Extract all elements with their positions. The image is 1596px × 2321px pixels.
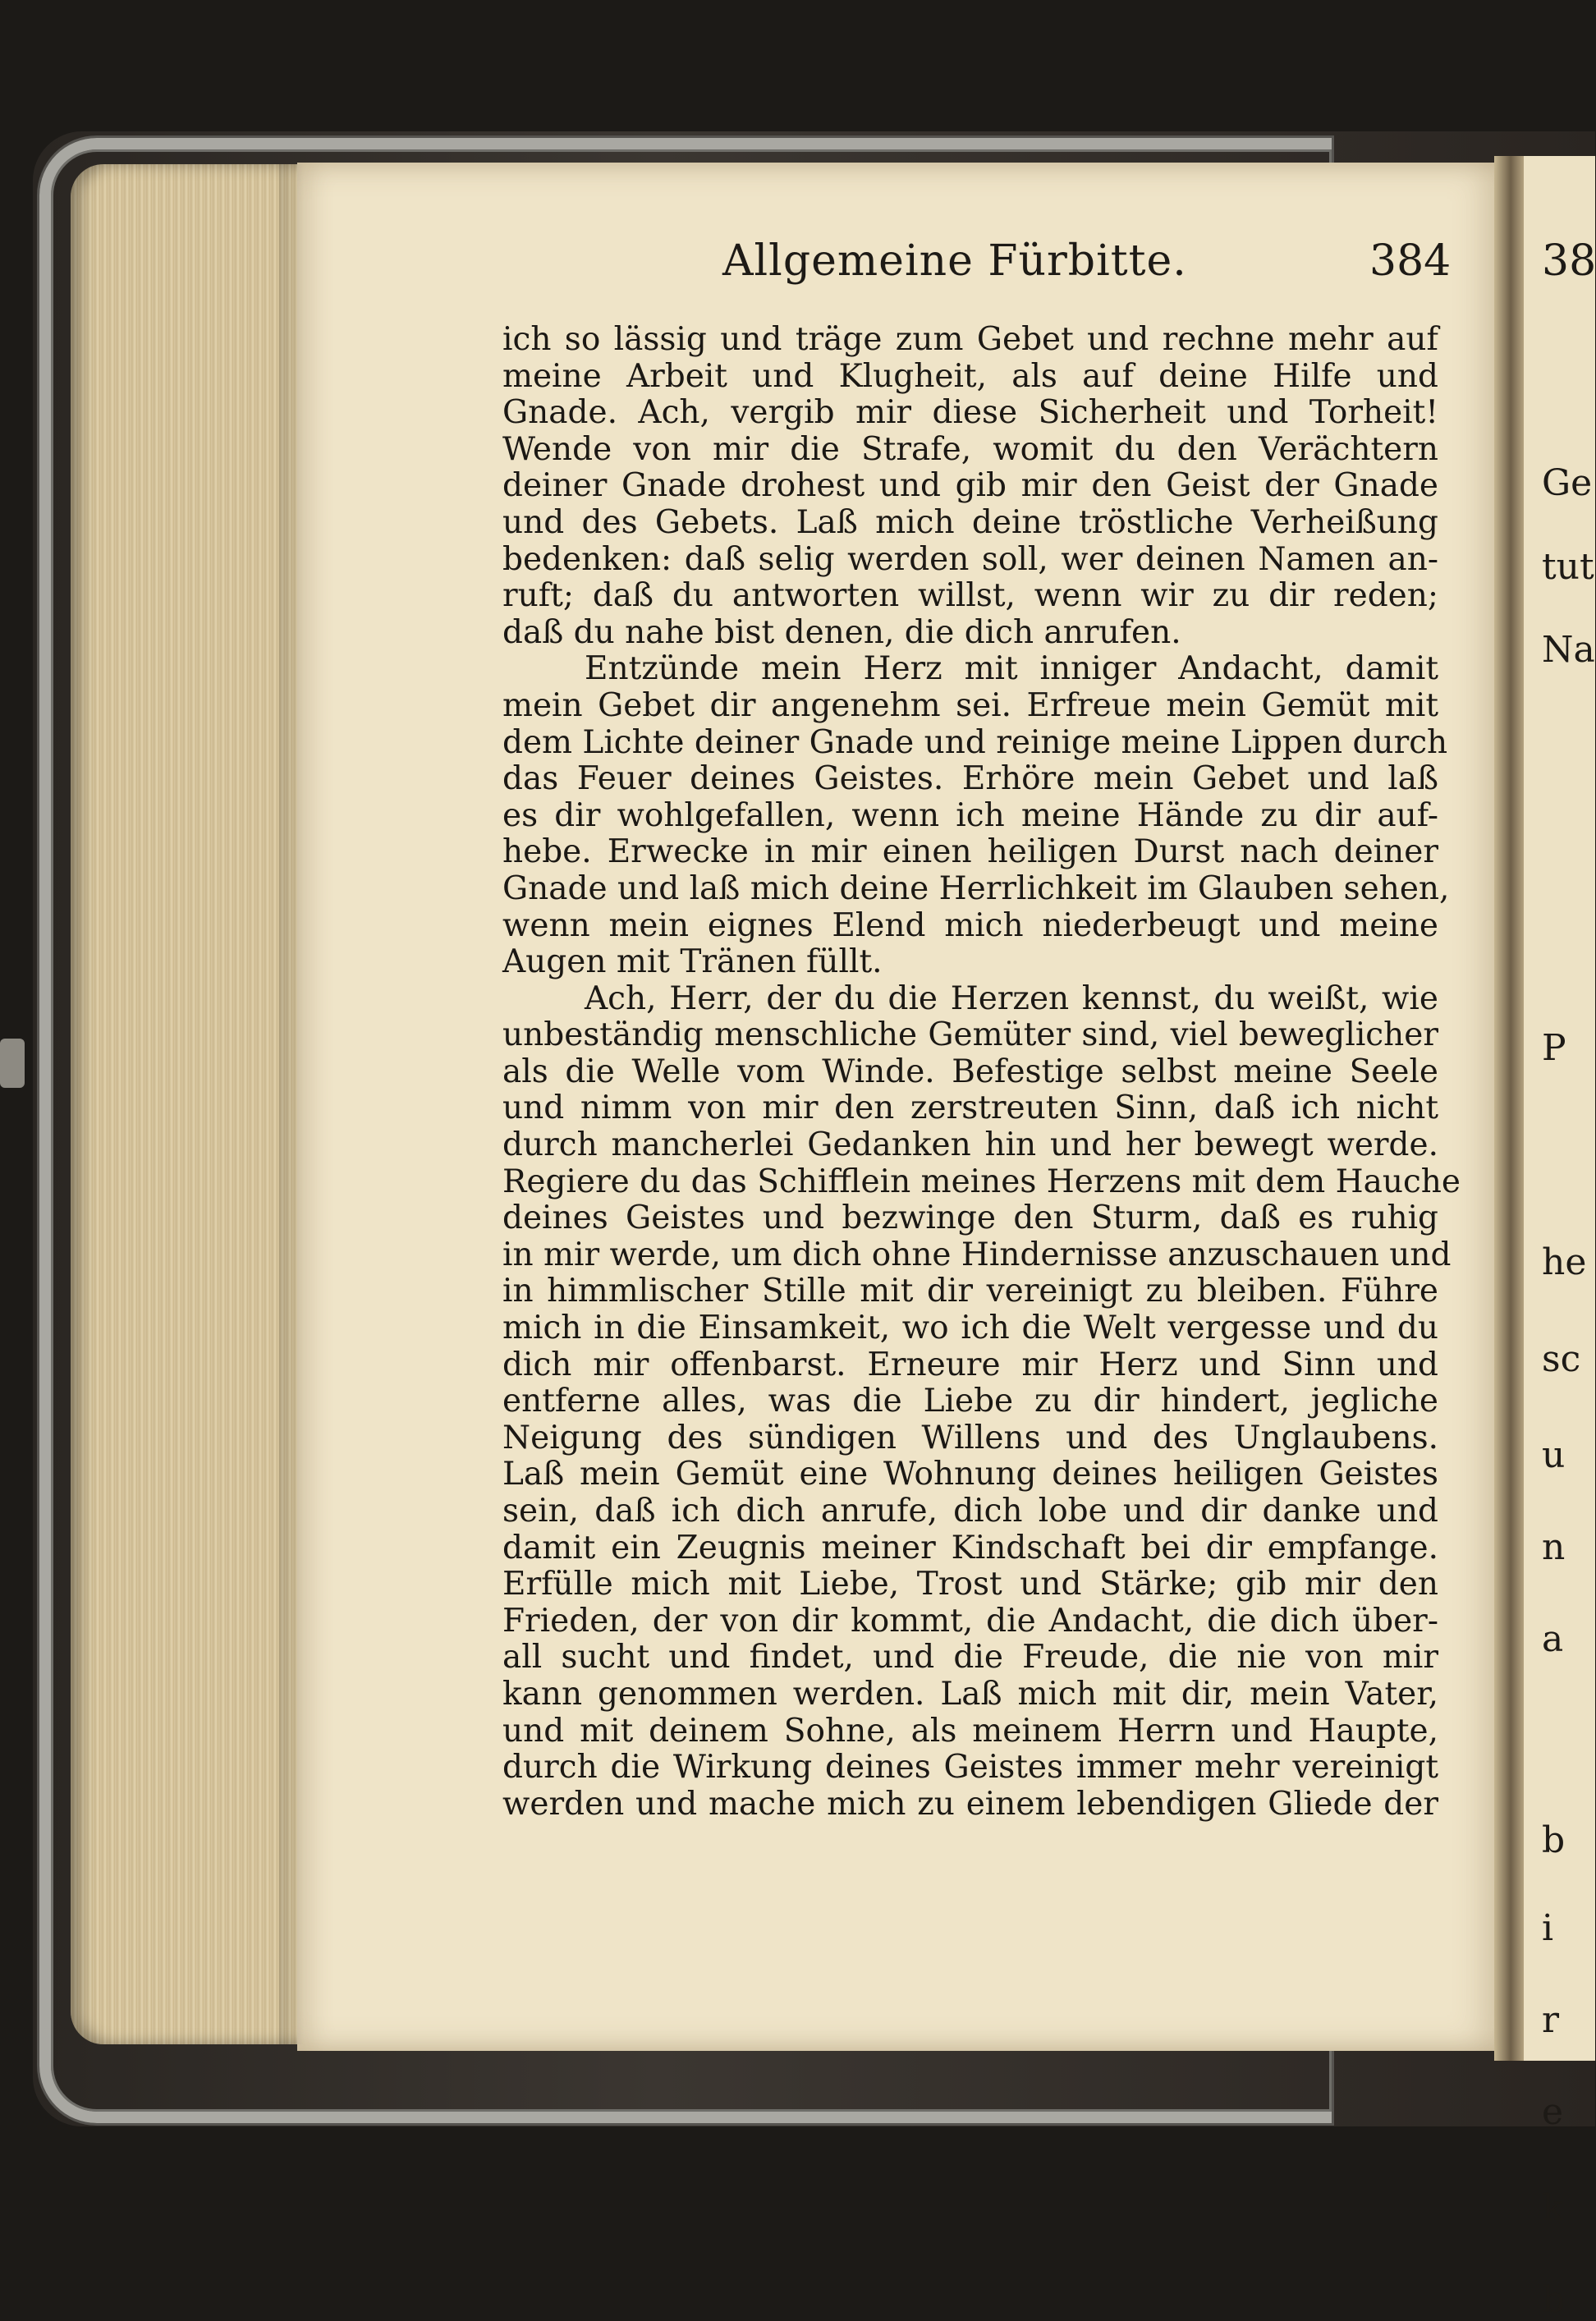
text-line: und mit deinem Sohne, als meinem Herrn und Haupte, [502,1712,1438,1750]
facing-page-fragment: k [1542,2187,1564,2230]
text-line: ich so lässig und träge zum Gebet und rechne mehr auf [502,321,1438,358]
text-line: hebe. Erwecke in mir einen heiligen Durst nach deiner [502,833,1438,871]
text-line: wenn mein eignes Elend mich niederbeugt und meine [502,906,1438,944]
facing-page-fragment: tut [1542,545,1594,588]
text-line: Neigung des sündigen Willens und des Unglaubens. [502,1419,1438,1456]
facing-page-number: 38 [1542,236,1596,286]
facing-page-fragment: e [1542,2090,1564,2133]
text-line: meine Arbeit und Klugheit, als auf deine Hilfe und [502,357,1438,395]
facing-page-fragment: Ge [1542,462,1593,505]
facing-page-fragment: he [1542,1241,1587,1284]
text-line: Ach, Herr, der du die Herzen kennst, du weißt, wie [585,979,1438,1017]
page-edges [71,164,300,2044]
text-line: Entzünde mein Herz mit inniger Andacht, damit [585,650,1438,688]
text-line: und des Gebets. Laß mich deine tröstliche Verheißung [502,503,1438,541]
text-line: deines Geistes und bezwinge den Sturm, daß es ruhig [502,1199,1438,1237]
text-line: in himmlischer Stille mit dir vereinigt zu bleiben. Führe [502,1273,1438,1310]
text-line: Augen mit Tränen füllt. [502,943,883,981]
text-line: durch mancherlei Gedanken hin und her bewegt werde. [502,1126,1438,1164]
text-line: damit ein Zeugnis meiner Kindschaft bei dir empfange. [502,1529,1438,1566]
facing-page-fragment: n [1542,1525,1566,1568]
text-line: es dir wohlgefallen, wenn ich meine Hände zu dir auf- [502,796,1438,834]
facing-page-fragment: Na [1542,628,1595,671]
facing-page-fragment: b [1542,2279,1566,2321]
facing-page-fragment: u [1542,1433,1566,1476]
facing-page-fragment: P [1542,1027,1566,1070]
text-line: Wende von mir die Strafe, womit du den Verächtern [502,430,1438,468]
text-line: als die Welle vom Winde. Befestige selbst meine Seele [502,1053,1438,1090]
text-line: durch die Wirkung deines Geistes immer mehr vereinigt [502,1749,1438,1787]
text-line: deiner Gnade drohest und gib mir den Geist der Gnade [502,467,1438,505]
facing-page-fragment: r [1542,1998,1560,2041]
facing-page-fragment: a [1542,1617,1564,1660]
text-line: mich in die Einsamkeit, wo ich die Welt vergesse und du [502,1310,1438,1347]
facing-page-fragment: b [1542,1819,1566,1862]
text-line: mein Gebet dir angenehm sei. Erfreue mein Gemüt mit [502,686,1438,724]
page-edge-shadow [279,164,304,2044]
facing-page-fragment: i [1542,1906,1554,1949]
text-line: entferne alles, was die Liebe zu dir hindert, jegliche [502,1383,1438,1420]
book-gutter [1494,156,1527,2061]
text-line: Gnade. Ach, vergib mir diese Sicherheit und Torheit! [502,394,1438,432]
text-line: das Feuer deines Geistes. Erhöre mein Gebet und laß [502,760,1438,798]
text-line: daß du nahe bist denen, die dich anrufen. [502,613,1181,651]
facing-page [1524,156,1596,2321]
text-line: sein, daß ich dich anrufe, dich lobe und dir danke und [502,1493,1438,1530]
text-line: kann genommen werden. Laß mich mit dir, mein Vater, [502,1675,1438,1713]
page-number: 384 [1369,236,1452,286]
text-line: dem Lichte deiner Gnade und reinige meine Lippen durch [502,723,1448,761]
text-line: Erfülle mich mit Liebe, Trost und Stärke; gib mir den [502,1566,1438,1603]
text-line: dich mir offenbarst. Erneure mir Herz und Sinn und [502,1346,1438,1383]
text-line: und nimm von mir den zerstreuten Sinn, daß ich nicht [502,1089,1438,1127]
text-line: Frieden, der von dir kommt, die Andacht, die dich über- [502,1602,1438,1640]
text-line: bedenken: daß selig werden soll, wer deinen Namen an- [502,540,1438,578]
text-line: Regiere du das Schifflein meines Herzens mit dem Hauche [502,1163,1461,1200]
text-line: Laß mein Gemüt eine Wohnung deines heiligen Geistes [502,1456,1438,1493]
text-line: ruft; daß du antworten willst, wenn wir zu dir reden; [502,577,1438,615]
text-line: all sucht und findet, und die Freude, die nie von mir [502,1639,1438,1677]
facing-page-fragment: sc [1542,1337,1581,1380]
text-line: werden und mache mich zu einem lebendigen Gliede der [502,1785,1438,1823]
clasp-pin [0,1039,25,1088]
body-text [502,321,1461,1823]
text-line: Gnade und laß mich deine Herrlichkeit im Glauben sehen, [502,869,1450,907]
text-line: unbeständig menschliche Gemüter sind, viel beweglicher [502,1016,1438,1054]
running-head: Allgemeine Fürbitte. [722,236,1187,286]
text-line: in mir werde, um dich ohne Hindernisse anzuschauen und [502,1236,1452,1273]
